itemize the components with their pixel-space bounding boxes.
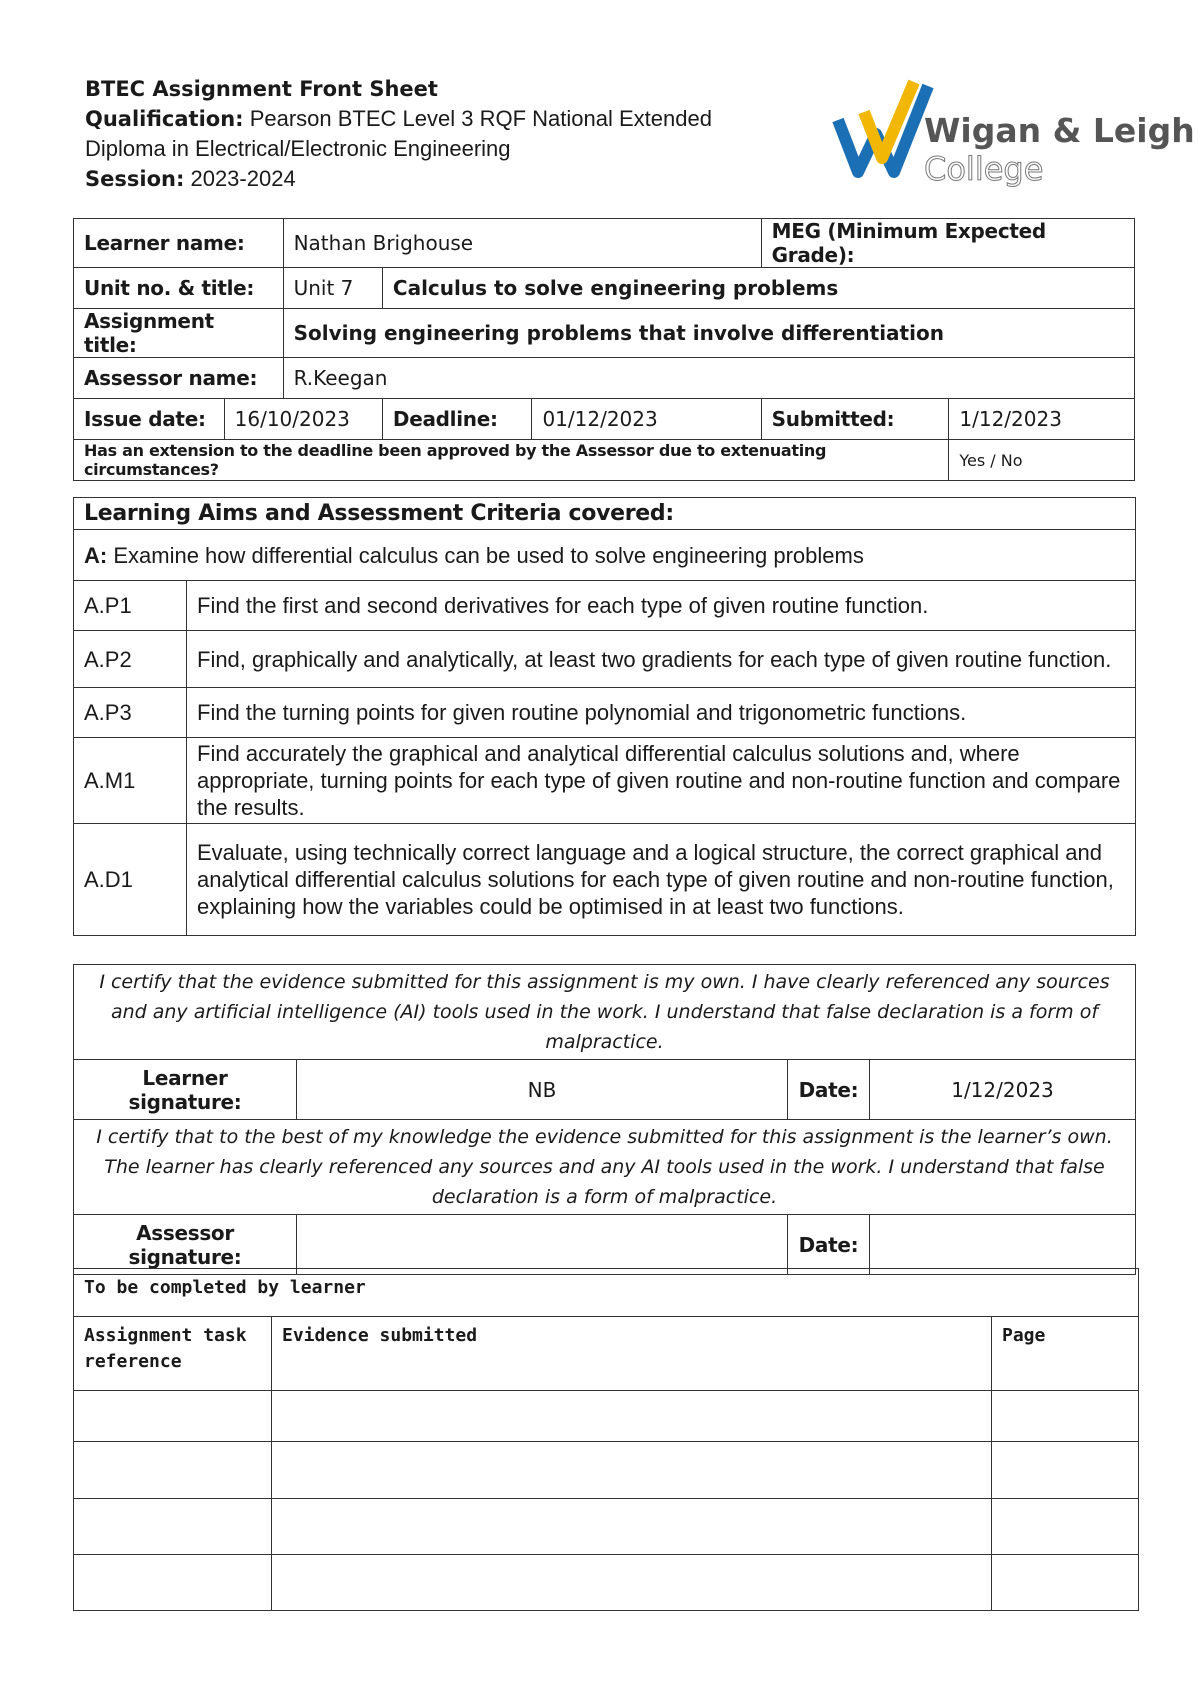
sheet-header bbox=[85, 74, 765, 194]
page-cell[interactable] bbox=[992, 1555, 1139, 1611]
assessor-date-field[interactable] bbox=[870, 1215, 1136, 1275]
criterion-code: A.D1 bbox=[74, 824, 187, 936]
page-title: BTEC Assignment Front Sheet bbox=[85, 77, 438, 101]
learning-aim bbox=[74, 530, 1136, 581]
column-header-reference: Assignment task reference bbox=[74, 1317, 272, 1391]
criterion-text: Find the first and second derivatives for each type of given routine function. bbox=[187, 581, 1136, 631]
criterion-code: A.P3 bbox=[74, 688, 187, 738]
learner-declaration: I certify that the evidence submitted for this assignment is my own. I have clearly referenced any sources and any artificial intelligence (AI) tools used in the work. I understand that false declaration is a form of malpractice. bbox=[74, 965, 1136, 1060]
criterion-text: Find the turning points for given routine polynomial and trigonometric functions. bbox=[187, 688, 1136, 738]
meg-label: MEG (Minimum Expected Grade): bbox=[761, 219, 1134, 268]
reference-cell[interactable] bbox=[74, 1499, 272, 1555]
criterion-code: A.P2 bbox=[74, 631, 187, 688]
criterion-row bbox=[74, 738, 1136, 824]
criteria-table bbox=[73, 497, 1136, 936]
issue-date-label: Issue date: bbox=[74, 399, 225, 440]
assessor-declaration: I certify that to the best of my knowledge the evidence submitted for this assignment is the learner’s own. The learner has clearly referenced any sources and any AI tools used in the work. I understand that false declaration is a form of malpractice. bbox=[74, 1120, 1136, 1215]
learner-signature-label: Learner signature: bbox=[74, 1060, 297, 1120]
assessor-signature-field[interactable] bbox=[297, 1215, 788, 1275]
assignment-title-value: Solving engineering problems that involve differentiation bbox=[283, 309, 1134, 358]
college-logo bbox=[836, 72, 1195, 192]
unit-title: Calculus to solve engineering problems bbox=[382, 268, 1134, 309]
criterion-text: Find, graphically and analytically, at least two gradients for each type of given routine function. bbox=[187, 631, 1136, 688]
evidence-cell[interactable] bbox=[272, 1499, 992, 1555]
evidence-row bbox=[74, 1555, 1139, 1611]
criterion-row bbox=[74, 631, 1136, 688]
aim-text: Examine how differential calculus can be used to solve engineering problems bbox=[113, 542, 864, 568]
deadline-label: Deadline: bbox=[382, 399, 532, 440]
evidence-row bbox=[74, 1442, 1139, 1499]
column-header-evidence: Evidence submitted bbox=[272, 1317, 992, 1391]
criteria-heading: Learning Aims and Assessment Criteria covered: bbox=[74, 498, 1136, 530]
unit-number: Unit 7 bbox=[283, 268, 382, 309]
criterion-code: A.M1 bbox=[74, 738, 187, 824]
unit-label: Unit no. & title: bbox=[74, 268, 284, 309]
evidence-row bbox=[74, 1391, 1139, 1442]
evidence-cell[interactable] bbox=[272, 1391, 992, 1442]
assessor-name-label: Assessor name: bbox=[74, 358, 284, 399]
learner-name-value: Nathan Brighouse bbox=[283, 219, 761, 268]
page-cell[interactable] bbox=[992, 1499, 1139, 1555]
assignment-title-label: Assignment title: bbox=[74, 309, 284, 358]
reference-cell[interactable] bbox=[74, 1442, 272, 1499]
evidence-heading: To be completed by learner bbox=[74, 1269, 1139, 1317]
learner-date-label: Date: bbox=[788, 1060, 870, 1120]
session-label: Session: bbox=[85, 167, 185, 191]
issue-date-value: 16/10/2023 bbox=[224, 399, 382, 440]
deadline-value: 01/12/2023 bbox=[532, 399, 761, 440]
evidence-cell[interactable] bbox=[272, 1442, 992, 1499]
page-cell[interactable] bbox=[992, 1442, 1139, 1499]
submitted-value: 1/12/2023 bbox=[949, 399, 1135, 440]
extension-answer[interactable]: Yes / No bbox=[949, 440, 1135, 481]
learner-name-label: Learner name: bbox=[74, 219, 284, 268]
assessor-signature-label: Assessor signature: bbox=[74, 1215, 297, 1275]
evidence-cell[interactable] bbox=[272, 1555, 992, 1611]
submitted-label: Submitted: bbox=[761, 399, 949, 440]
logo-name: Wigan & Leigh bbox=[924, 111, 1195, 150]
qualification-label: Qualification: bbox=[85, 107, 244, 131]
qualification-value: Pearson BTEC Level 3 RQF National Extended Diploma in Electrical/Electronic Engineering bbox=[85, 106, 712, 161]
extension-question: Has an extension to the deadline been approved by the Assessor due to extenuating circumstances? bbox=[74, 440, 949, 481]
evidence-row bbox=[74, 1499, 1139, 1555]
criterion-row bbox=[74, 824, 1136, 936]
learner-date-field[interactable]: 1/12/2023 bbox=[870, 1060, 1136, 1120]
evidence-table bbox=[73, 1268, 1139, 1611]
session-line bbox=[85, 164, 765, 194]
declaration-table bbox=[73, 964, 1136, 1275]
session-value: 2023-2024 bbox=[190, 166, 296, 191]
criterion-row bbox=[74, 688, 1136, 738]
criterion-code: A.P1 bbox=[74, 581, 187, 631]
details-table bbox=[73, 218, 1135, 481]
logo-sub: College bbox=[924, 150, 1044, 188]
reference-cell[interactable] bbox=[74, 1555, 272, 1611]
criterion-text: Evaluate, using technically correct language and a logical structure, the correct graphical and analytical differential calculus solutions for each type of given routine and non-routine function, explaining how the variables could be optimised in at least two functions. bbox=[187, 824, 1136, 936]
qualification-line bbox=[85, 104, 765, 164]
assessor-name-value: R.Keegan bbox=[283, 358, 1134, 399]
aim-label: A: bbox=[84, 542, 108, 568]
page-cell[interactable] bbox=[992, 1391, 1139, 1442]
criterion-row bbox=[74, 581, 1136, 631]
column-header-page: Page bbox=[992, 1317, 1139, 1391]
reference-cell[interactable] bbox=[74, 1391, 272, 1442]
assessor-date-label: Date: bbox=[788, 1215, 870, 1275]
criterion-text: Find accurately the graphical and analytical differential calculus solutions and, where appropriate, turning points for each type of given routine and non-routine function and compare the results. bbox=[187, 738, 1136, 824]
learner-signature-field[interactable]: NB bbox=[297, 1060, 788, 1120]
